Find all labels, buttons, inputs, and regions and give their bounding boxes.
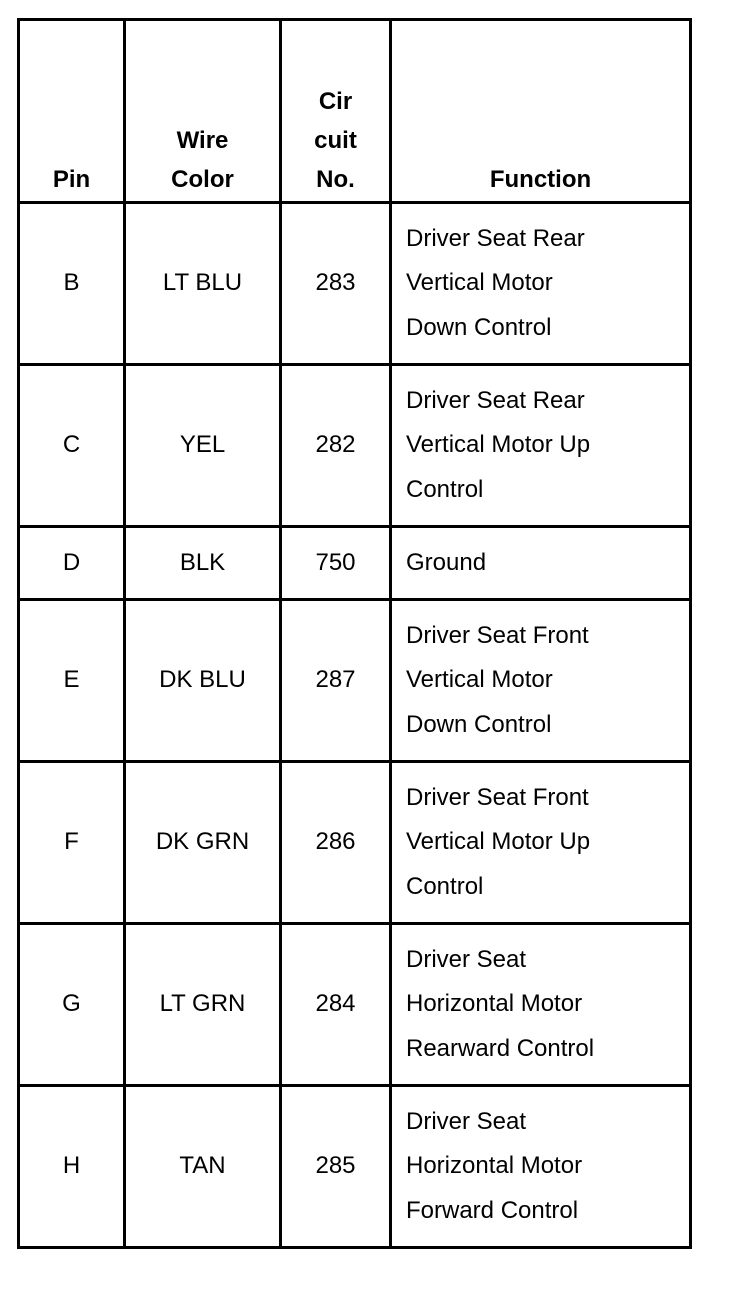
header-pin-label: Pin xyxy=(52,166,91,193)
circuit-cell: 282 xyxy=(281,365,391,527)
function-line: Driver Seat Front xyxy=(406,621,589,649)
function-line: Forward Control xyxy=(406,1196,579,1224)
function-line: Control xyxy=(406,475,484,503)
function-cell xyxy=(391,600,691,762)
wire-color-cell: YEL xyxy=(125,365,281,527)
table-row xyxy=(19,203,691,365)
header-circuit-no-line: cuit xyxy=(314,127,357,154)
circuit-cell: 283 xyxy=(281,203,391,365)
wire-color-cell: BLK xyxy=(125,527,281,600)
table-row xyxy=(19,527,691,600)
pin-cell: B xyxy=(19,203,125,365)
pin-cell: E xyxy=(19,600,125,762)
header-circuit-no-line: Cir xyxy=(318,88,353,115)
function-cell xyxy=(391,203,691,365)
function-line: Driver Seat Rear xyxy=(406,386,585,414)
function-line: Horizontal Motor xyxy=(406,1152,583,1180)
wire-color-cell: DK BLU xyxy=(125,600,281,762)
header-function xyxy=(391,20,691,203)
function-line: Vertical Motor xyxy=(406,269,553,297)
function-line: Driver Seat xyxy=(406,1107,527,1135)
header-circuit-no-line: No. xyxy=(316,166,355,193)
wire-color-cell: TAN xyxy=(125,1086,281,1248)
function-line: Down Control xyxy=(406,313,552,341)
table-row xyxy=(19,924,691,1086)
function-cell xyxy=(391,1086,691,1248)
function-cell xyxy=(391,365,691,527)
function-cell xyxy=(391,527,691,600)
table-row xyxy=(19,1086,691,1248)
header-function-label: Function xyxy=(489,166,592,193)
circuit-cell: 284 xyxy=(281,924,391,1086)
header-row xyxy=(19,20,691,203)
circuit-cell: 750 xyxy=(281,527,391,600)
function-line: Driver Seat Rear xyxy=(406,224,585,252)
pin-cell: F xyxy=(19,762,125,924)
header-pin xyxy=(19,20,125,203)
wire-color-cell: DK GRN xyxy=(125,762,281,924)
wire-color-cell: LT BLU xyxy=(125,203,281,365)
circuit-cell: 287 xyxy=(281,600,391,762)
function-line: Vertical Motor xyxy=(406,666,553,694)
circuit-cell: 286 xyxy=(281,762,391,924)
function-line: Down Control xyxy=(406,710,552,738)
table-row xyxy=(19,762,691,924)
circuit-cell: 285 xyxy=(281,1086,391,1248)
function-line: Rearward Control xyxy=(406,1034,595,1062)
function-line: Vertical Motor Up xyxy=(406,431,591,459)
connector-pinout-table xyxy=(17,18,692,1249)
header-wire-color xyxy=(125,20,281,203)
wire-color-cell: LT GRN xyxy=(125,924,281,1086)
header-wire-color-line: Color xyxy=(171,166,234,193)
pin-cell: C xyxy=(19,365,125,527)
function-line: Driver Seat xyxy=(406,945,527,973)
function-line: Driver Seat Front xyxy=(406,783,589,811)
header-wire-color-line: Wire xyxy=(176,127,229,154)
table-row xyxy=(19,365,691,527)
function-line: Vertical Motor Up xyxy=(406,828,591,856)
table-row xyxy=(19,600,691,762)
function-cell xyxy=(391,924,691,1086)
function-line: Horizontal Motor xyxy=(406,990,583,1018)
function-line: Ground xyxy=(406,548,487,576)
function-line: Control xyxy=(406,872,484,900)
pin-cell: G xyxy=(19,924,125,1086)
pin-cell: D xyxy=(19,527,125,600)
function-cell xyxy=(391,762,691,924)
header-circuit-no xyxy=(281,20,391,203)
pin-cell: H xyxy=(19,1086,125,1248)
